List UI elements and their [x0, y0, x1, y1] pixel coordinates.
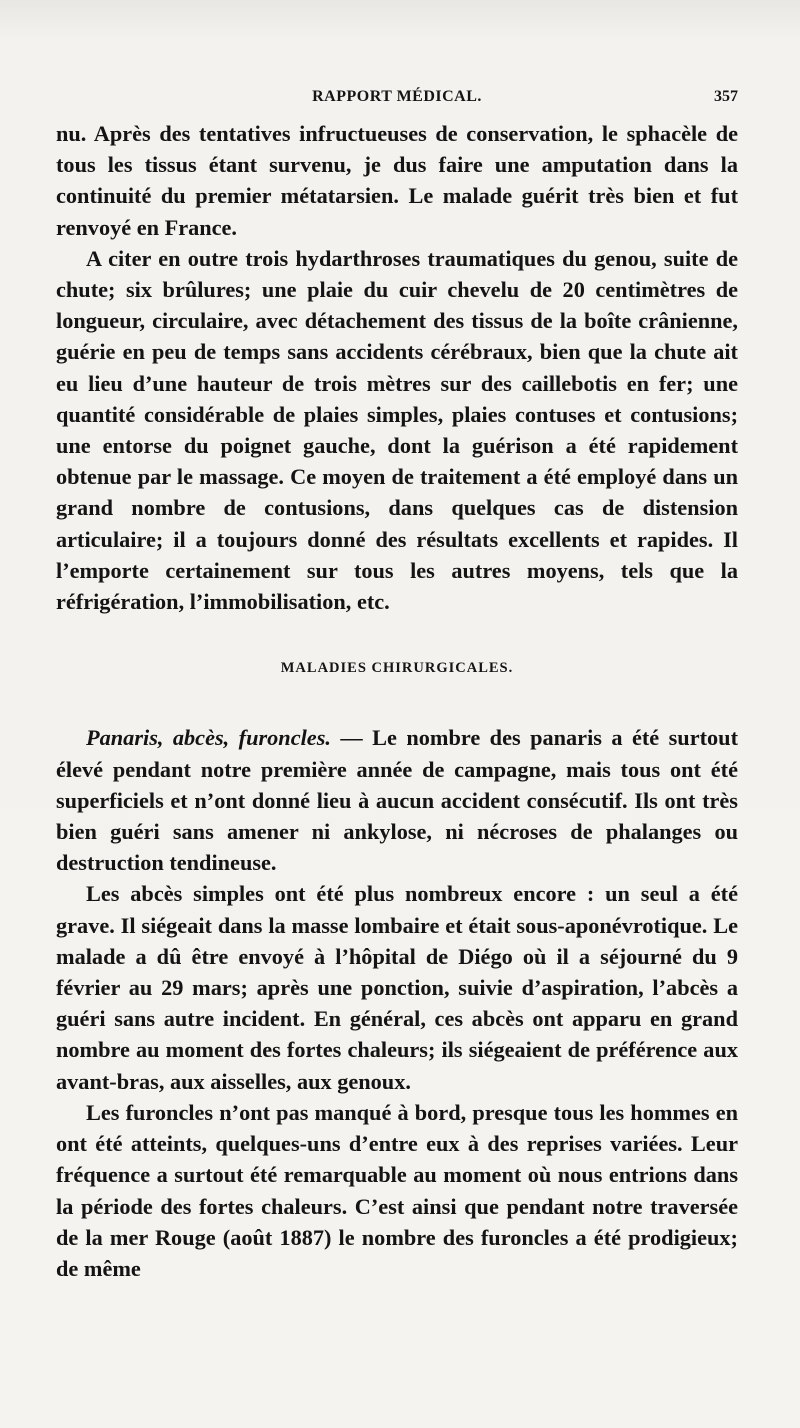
paragraph-panaris-text: — Le nombre des panaris a été surtout élevé pendant notre première année de campagne, mais tous ont été superficiels et n’ont donné lieu à aucun accident consécutif. Ils ont très bien guéri sans amener ni ankylose, ni nécroses de phalanges ou destruction tendineuse.: [56, 725, 738, 876]
paragraph-continuation: nu. Après des tentatives infructueuses de conservation, le sphacèle de tous les tissus étant survenu, je dus faire une amputation dans la continuité du premier métatarsien. Le malade guérit très bien et fut renvoyé en France.: [56, 121, 738, 240]
running-title: RAPPORT MÉDICAL.: [312, 88, 482, 105]
paragraph-furoncles: Les furoncles n’ont pas manqué à bord, presque tous les hommes en ont été atteints, quelques-uns d’entre eux à des reprises variées. Leur fréquence a surtout été remarquable au moment où nous entrions dans la période des fortes chaleurs. C’est ainsi que pendant notre traversée de la mer Rouge (août 1887) le nombre des furoncles a été prodigieux; de même: [56, 1099, 738, 1281]
paragraph-panaris: [56, 722, 738, 878]
body-text: [56, 118, 738, 1284]
page-number: 357: [714, 88, 738, 105]
paragraph-abces: Les abcès simples ont été plus nombreux encore : un seul a été grave. Il siégeait dans la masse lombaire et était sous-aponévrotique. Le malade a dû être envoyé à l’hôpital de Diégo où il a séjourné du 9 février au 29 mars; après une ponction, suivie d’aspiration, l’abcès a guéri sans autre incident. En général, ces abcès ont apparu en grand nombre au moment des fortes chaleurs; ils siégeaient de préférence aux avant-bras, aux aisselles, aux genoux.: [56, 881, 738, 1094]
section-heading: MALADIES CHIRURGICALES.: [280, 660, 514, 677]
paragraph-injuries: A citer en outre trois hydarthroses traumatiques du genou, suite de chute; six brûlures; une plaie du cuir chevelu de 20 centimètres de longueur, circulaire, avec détachement des tissus de la boîte crânienne, guérie en peu de temps sans accidents cérébraux, bien que la chute ait eu lieu d’une hauteur de trois mètres sur des caillebotis en fer; une quantité considérable de plaies simples, plaies contuses et contusions; une entorse du poignet gauche, dont la guérison a été rapidement obtenue par le massage. Ce moyen de traitement a été employé dans un grand nombre de contusions, dans quelques cas de distension articulaire; il a toujours donné des résultats excellents et rapides. Il l’emporte certainement sur tous les autres moyens, tels que la réfrigération, l’immobilisation, etc.: [56, 245, 738, 615]
paragraph-panaris-title: Panaris, abcès, furoncles.: [86, 725, 331, 751]
page-header: [56, 88, 738, 112]
